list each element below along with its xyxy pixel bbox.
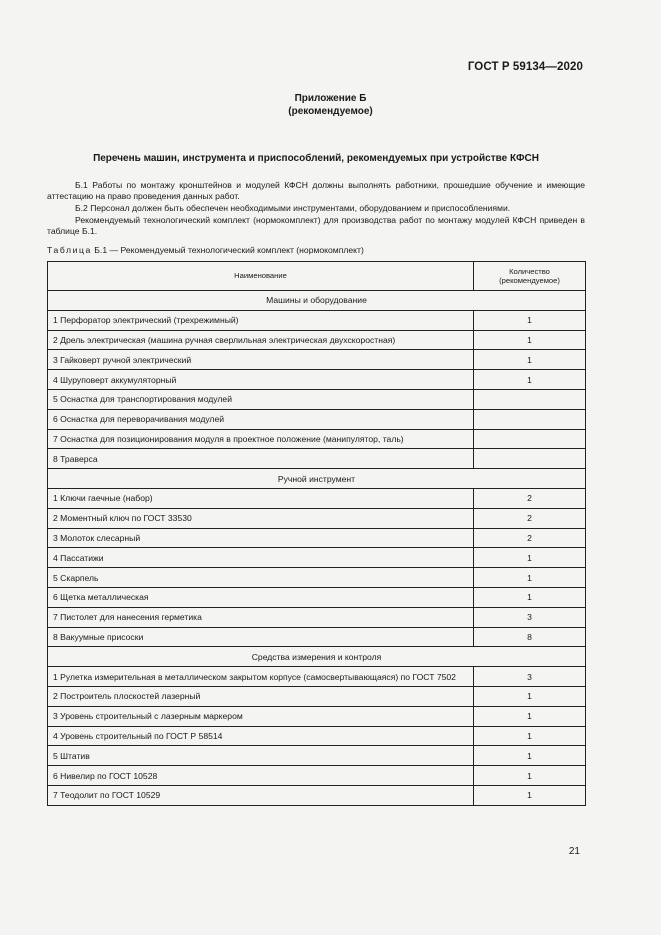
- item-name: 8 Вакуумные присоски: [48, 627, 474, 647]
- table-row: [48, 488, 586, 508]
- table-section-row: [48, 647, 586, 667]
- standard-code: ГОСТ Р 59134—2020: [467, 61, 583, 73]
- paragraph-text: Б.1 Работы по монтажу кронштейнов и модулей КФСН должны выполнять работники, прошедшие обучение и имеющие аттестацию на право проведения данных работ.: [47, 180, 585, 202]
- column-header-quantity: [474, 262, 586, 291]
- table-row: [48, 429, 586, 449]
- table-caption: [47, 245, 364, 255]
- table-row: [48, 726, 586, 746]
- item-name: 8 Траверса: [48, 449, 474, 469]
- table-row: [48, 706, 586, 726]
- item-quantity: 3: [474, 667, 586, 687]
- table-caption-prefix: Таблица: [47, 245, 92, 255]
- item-quantity: [474, 409, 586, 429]
- item-name: 1 Рулетка измерительная в металлическом закрытом корпусе (самосвертывающаяся) по ГОСТ 7502: [48, 667, 474, 687]
- table-row: [48, 370, 586, 390]
- item-quantity: [474, 389, 586, 409]
- table-row: [48, 449, 586, 469]
- table-row: [48, 686, 586, 706]
- item-name: 6 Щетка металлическая: [48, 587, 474, 607]
- item-name: 2 Построитель плоскостей лазерный: [48, 686, 474, 706]
- item-quantity: 1: [474, 706, 586, 726]
- column-header-name: Наименование: [48, 262, 474, 291]
- item-quantity: 1: [474, 785, 586, 805]
- column-header-quantity-line2: (рекомендуемое): [499, 276, 560, 285]
- item-name: 3 Молоток слесарный: [48, 528, 474, 548]
- item-name: 1 Перфоратор электрический (трехрежимный): [48, 310, 474, 330]
- appendix-heading: [0, 93, 661, 118]
- item-name: 6 Нивелир по ГОСТ 10528: [48, 766, 474, 786]
- item-name: 7 Оснастка для позиционирования модуля в проектное положение (манипулятор, таль): [48, 429, 474, 449]
- item-quantity: 1: [474, 568, 586, 588]
- table-row: [48, 330, 586, 350]
- item-quantity: 2: [474, 528, 586, 548]
- table-row: [48, 409, 586, 429]
- section-header: Средства измерения и контроля: [48, 647, 586, 667]
- table-section-row: [48, 291, 586, 311]
- item-quantity: [474, 449, 586, 469]
- item-name: 7 Теодолит по ГОСТ 10529: [48, 785, 474, 805]
- item-name: 5 Скарпель: [48, 568, 474, 588]
- paragraph-text: Б.2 Персонал должен быть обеспечен необходимыми инструментами, оборудованием и приспособлениями.: [75, 203, 511, 213]
- table-row: [48, 568, 586, 588]
- item-quantity: 1: [474, 548, 586, 568]
- appendix-title: Приложение Б: [294, 93, 367, 104]
- paragraph-b2: [47, 203, 585, 214]
- table-section-row: [48, 469, 586, 489]
- table-row: [48, 746, 586, 766]
- table-row: [48, 587, 586, 607]
- item-name: 6 Оснастка для переворачивания модулей: [48, 409, 474, 429]
- item-name: 5 Штатив: [48, 746, 474, 766]
- table-row: [48, 667, 586, 687]
- item-quantity: 2: [474, 488, 586, 508]
- paragraph-b1: [47, 180, 585, 203]
- item-quantity: 1: [474, 746, 586, 766]
- item-quantity: 1: [474, 310, 586, 330]
- table-body: [48, 262, 586, 806]
- item-name: 2 Дрель электрическая (машина ручная сверлильная электрическая двухскоростная): [48, 330, 474, 350]
- item-name: 1 Ключи гаечные (набор): [48, 488, 474, 508]
- item-quantity: 1: [474, 587, 586, 607]
- item-name: 2 Моментный ключ по ГОСТ 33530: [48, 508, 474, 528]
- table-row: [48, 310, 586, 330]
- item-quantity: 1: [474, 370, 586, 390]
- table-row: [48, 350, 586, 370]
- item-quantity: 2: [474, 508, 586, 528]
- item-quantity: 1: [474, 350, 586, 370]
- table-row: [48, 785, 586, 805]
- item-quantity: 8: [474, 627, 586, 647]
- column-header-quantity-line1: Количество: [509, 266, 550, 276]
- section-title: Перечень машин, инструмента и приспособлений, рекомендуемых при устройстве КФСН: [93, 153, 539, 164]
- table-row: [48, 389, 586, 409]
- item-name: 3 Гайковерт ручной электрический: [48, 350, 474, 370]
- paragraph-text: Рекомендуемый технологический комплект (нормокомплект) для производства работ по монтажу модулей КФСН приведен в таблице Б.1.: [47, 214, 585, 236]
- table-row: [48, 607, 586, 627]
- table-caption-text: Б.1 — Рекомендуемый технологический комплект (нормокомплект): [94, 245, 364, 255]
- item-name: 4 Шуруповерт аккумуляторный: [48, 370, 474, 390]
- table-header-row: [48, 262, 586, 291]
- table-row: [48, 508, 586, 528]
- page-number: 21: [568, 846, 580, 857]
- item-quantity: 1: [474, 686, 586, 706]
- section-header: Ручной инструмент: [48, 469, 586, 489]
- item-quantity: 1: [474, 766, 586, 786]
- item-quantity: [474, 429, 586, 449]
- item-quantity: 1: [474, 330, 586, 350]
- table-row: [48, 548, 586, 568]
- item-name: 5 Оснастка для транспортирования модулей: [48, 389, 474, 409]
- table-row: [48, 766, 586, 786]
- section-header: Машины и оборудование: [48, 291, 586, 311]
- item-quantity: 1: [474, 726, 586, 746]
- table-row: [48, 528, 586, 548]
- item-name: 3 Уровень строительный с лазерным маркером: [48, 706, 474, 726]
- appendix-subtitle: (рекомендуемое): [288, 105, 373, 117]
- item-name: 4 Пассатижи: [48, 548, 474, 568]
- item-name: 7 Пистолет для нанесения герметика: [48, 607, 474, 627]
- paragraph-kit: [47, 215, 585, 238]
- item-quantity: 3: [474, 607, 586, 627]
- item-name: 4 Уровень строительный по ГОСТ Р 58514: [48, 726, 474, 746]
- table-row: [48, 627, 586, 647]
- equipment-table: [47, 261, 586, 806]
